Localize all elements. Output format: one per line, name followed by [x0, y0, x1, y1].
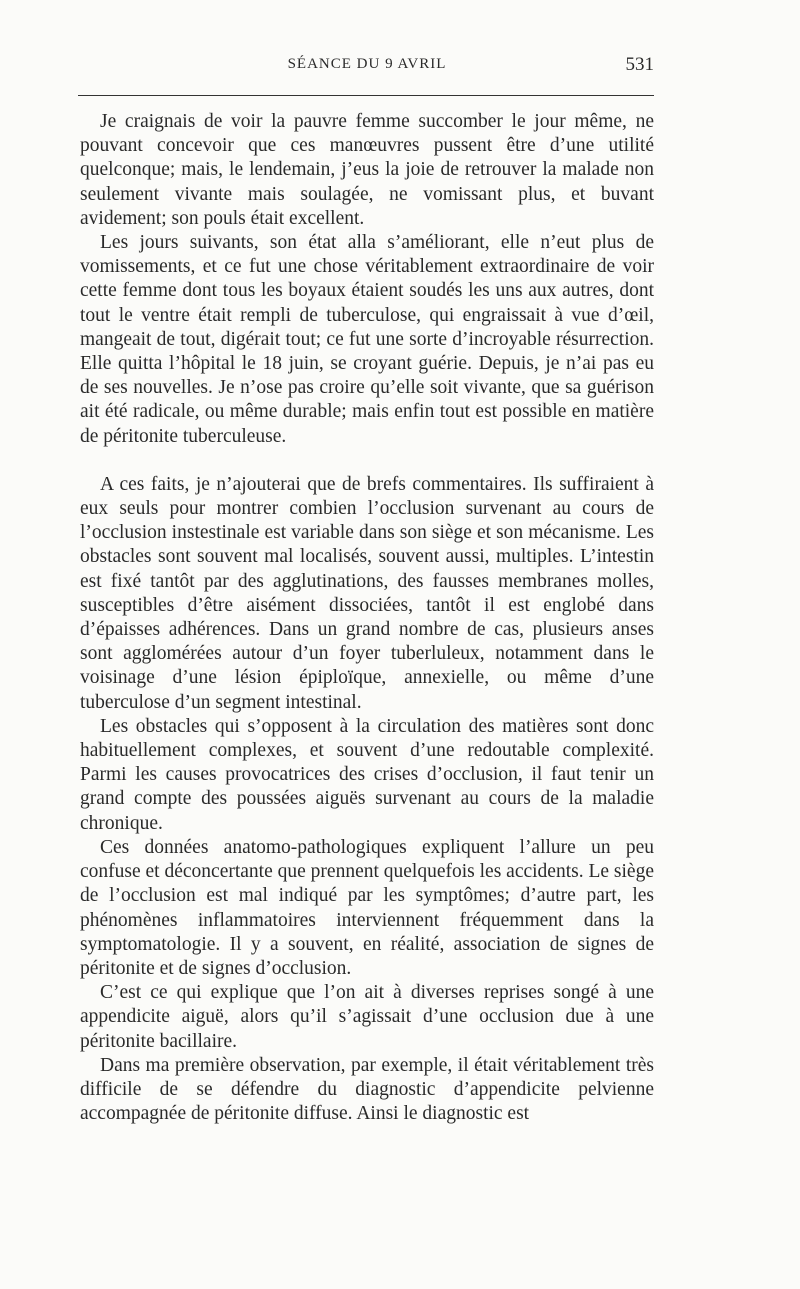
running-head: [80, 56, 654, 80]
paragraph: C’est ce qui explique que l’on ait à diverses reprises songé à une appendicite aiguë, alors qu’il s’agissait d’une occlusion due à une péritonite bacillaire.: [80, 982, 654, 1052]
paragraph: Je craignais de voir la pauvre femme succomber le jour même, ne pouvant concevoir que ces manœuvres pussent être d’une utilité quelconque; mais, le lendemain, j’eus la joie de retrouver la malade non seulement vivante mais soulagée, ne vomissant plus, et buvant avidement; son pouls était excellent.: [80, 111, 654, 229]
header-rule: [78, 95, 654, 96]
paragraph: Ces données anatomo-pathologiques expliquent l’allure un peu confuse et déconcertante que prennent quelquefois les accidents. Le siège de l’occlusion est mal indiqué par les symptômes; d’autre part, les phénomènes inflammatoires interviennent fréquemment dans la symptomatologie. Il y a souvent, en réalité, association de signes de péritonite et de signes d’occlusion.: [80, 836, 654, 979]
paragraph: A ces faits, je n’ajouterai que de brefs commentaires. Ils suffiraient à eux seuls pour montrer combien l’occlusion survenant au cours de l’occlusion instestinale est variable dans son siège et son mécanisme. Les obstacles sont souvent mal localisés, souvent aussi, multiples. L’intestin est fixé tantôt par des agglutinations, des fausses membranes molles, susceptibles d’être aisément dissociées, tantôt il est englobé dans d’épaisses adhérences. Dans un grand nombre de cas, plusieurs anses sont agglomérées autour d’un foyer tuberluleux, notamment dans le voisinage d’une lésion épiploïque, annexielle, ou même d’une tuberculose d’un segment intestinal.: [80, 473, 654, 713]
body-text: [80, 110, 654, 1126]
paragraph: Dans ma première observation, par exemple, il était véritablement très difficile de se défendre du diagnostic d’appendicite pelvienne accompagnée de péritonite diffuse. Ainsi le diagnostic est: [80, 1054, 654, 1125]
paragraph: Les obstacles qui s’opposent à la circulation des matières sont donc habituellement complexes, et souvent d’une redoutable complexité. Parmi les causes provocatrices des crises d’occlusion, il faut tenir un grand compte des poussées aiguës survenant au cours de la maladie chronique.: [80, 715, 654, 834]
running-title: SÉANCE DU 9 AVRIL: [287, 56, 447, 72]
paragraph: Les jours suivants, son état alla s’améliorant, elle n’eut plus de vomissements, et ce fut une chose véritablement extraordinaire de voir cette femme dont tous les boyaux étaient soudés les uns aux autres, dont tout le ventre était rempli de tuberculose, qui engraissait à vue d’œil, mangeait de tout, digérait tout; ce fut une sorte d’incroyable résurrection. Elle quitta l’hôpital le 18 juin, se croyant guérie. Depuis, je n’ai pas eu de ses nouvelles. Je n’ose pas croire qu’elle soit vivante, que sa guérison ait été radicale, ou même durable; mais enfin tout est possible en matière de péritonite tuberculeuse.: [80, 232, 654, 447]
page-number: 531: [625, 54, 654, 75]
